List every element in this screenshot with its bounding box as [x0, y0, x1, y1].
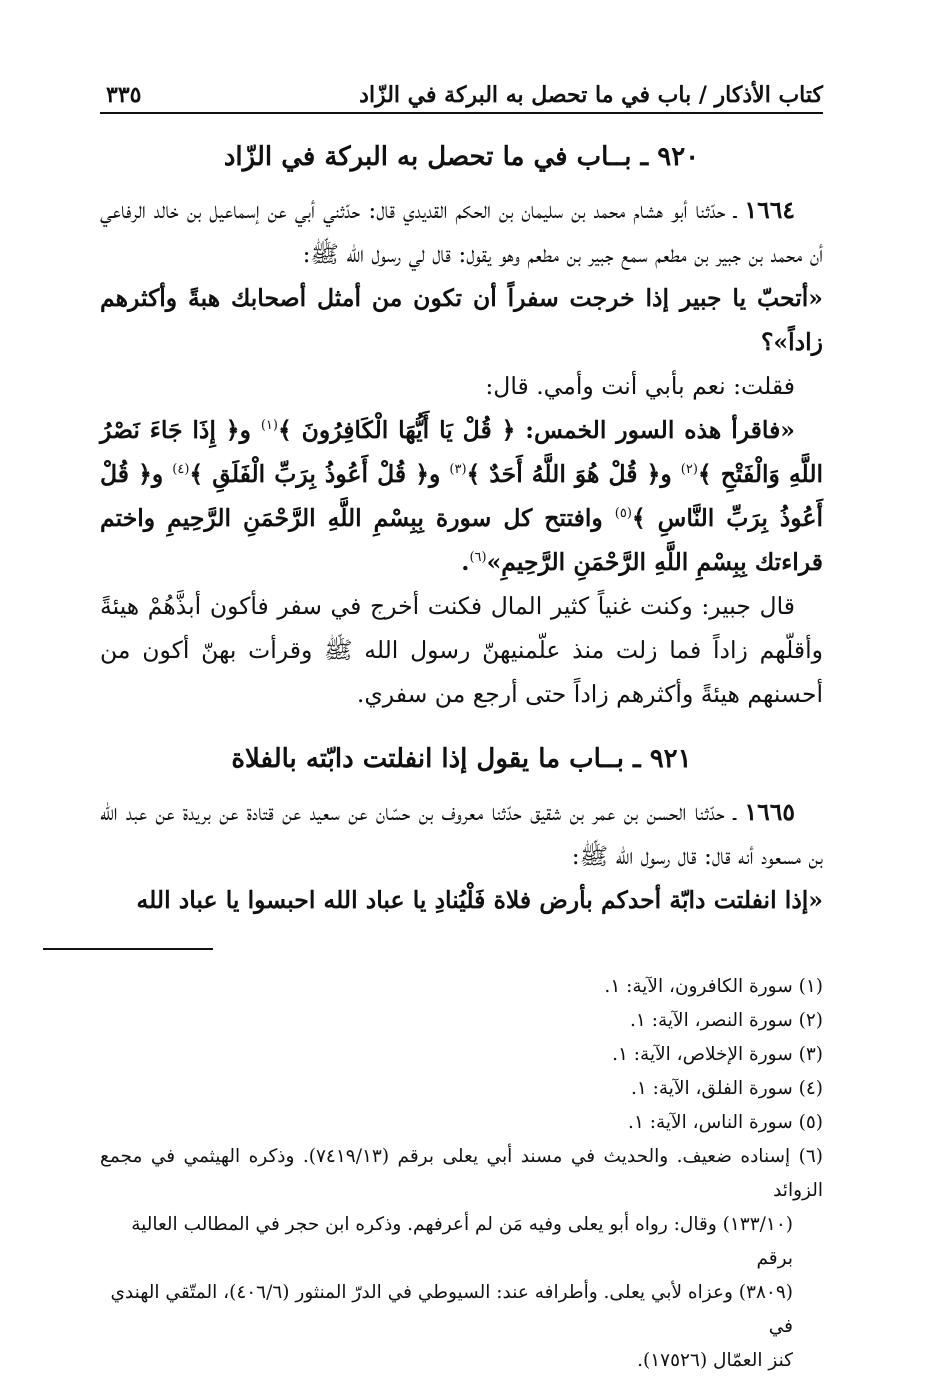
footnote-6-line-3: (٣٨٠٩) وعزاه لأبي يعلى. وأطرافه عند: السيوطي في الدرّ المنثور (٤٠٦/٦)، المتّقي الهندي في [110, 1282, 793, 1337]
chapter-title-920: ٩٢٠ ـ بــاب في ما تحصل به البركة في الزّاد [223, 142, 700, 172]
footnote-ref-6: (٦) [469, 550, 487, 566]
hadith-isnad: ـ حدّثنا أبو هشام محمد بن سليمان بن الحكم القديدي قال: حدّثني أبي عن إسماعيل بن خالد الرفاعي أن محمد بن جبير بن مطعم سمع جبير بن مطعم وهو يقول: قال لي رسول الله ﷺ: [100, 196, 823, 268]
section-920-body [100, 188, 823, 716]
footnote-ref-2: (٢) [680, 462, 698, 478]
quote-part: و﴿ قُلْ أَعُوذُ بِرَبِّ النَّاسِ ﴾ [100, 460, 823, 532]
footnote-3: (٣) سورة الإخلاص، الآية: ١. [612, 1044, 823, 1065]
footnotes [100, 970, 823, 1378]
section-921-body [100, 790, 823, 922]
footnote-6-line-2: (١٣٣/١٠) وقال: رواه أبو يعلى وفيه مَن لم أعرفهم. وذكره ابن حجر في المطالب العالية برقم [131, 1214, 793, 1269]
hadith-number: ١٦٦٤ [744, 196, 795, 224]
quote-end: . [461, 548, 470, 576]
footnote-divider [43, 948, 213, 950]
surah-instruction [100, 408, 823, 584]
quote-part: وافتتح كل سورة بِبِسْمِ اللَّهِ الرَّحْمَنِ الرَّحِيمِ واختم قراءتك بِبِسْمِ اللَّهِ الرَّحْمَنِ الرَّحِيمِ» [100, 504, 823, 576]
running-title: كتاب الأذكار / باب في ما تحصل به البركة في الزّاد [359, 82, 823, 108]
hadith-number: ١٦٦٥ [744, 798, 795, 826]
hadith-quote: «إذا انفلتت دابّة أحدكم بأرض فلاة فَلْيُنادِ يا عباد الله احبسوا يا عباد الله [136, 886, 823, 914]
footnote-ref-4: (٤) [172, 462, 190, 478]
companion-reply: فقلت: نعم بأبي أنت وأمي. قال: [485, 372, 795, 400]
page-number: ٣٣٥ [106, 82, 142, 108]
footnote-2: (٢) سورة النصر، الآية: ١. [630, 1010, 823, 1031]
footnote-4: (٤) سورة الفلق، الآية: ١. [630, 1078, 823, 1099]
hadith-isnad: ـ حدّثنا الحسن بن عمر بن شقيق حدّثنا معروف بن حسّان عن سعيد عن قتادة عن بريدة عن عبد الله بن مسعود أنه قال: قال رسول الله ﷺ: [100, 798, 823, 870]
footnote-6-line-4: كنز العمّال (١٧٥٢٦). [637, 1350, 793, 1371]
quote-part: و﴿ قُلْ هُوَ اللَّهُ أَحَدٌ ﴾ [466, 460, 681, 488]
jubair-statement: قال جبير: وكنت غنياً كثير المال فكنت أخرج في سفر فأكون أبذَّهُمْ هيئةً وأقلّهم زاداً فما زلت منذ علّمنيهنّ رسول الله ﷺ وقرأت بهنّ أكون من أحسنهم هيئةً وأكثرهم زاداً حتى أرجع من سفري. [100, 592, 823, 708]
running-header [100, 72, 823, 114]
footnote-6-line-1: (٦) إسناده ضعيف. والحديث في مسند أبي يعلى برقم (٧٤١٩/١٣). وذكره الهيثمي في مجمع الزوائد [100, 1146, 823, 1201]
quote-part: «فاقرأ هذه السور الخمس: ﴿ قُلْ يَا أَيُّهَا الْكَافِرُونَ ﴾ [277, 416, 795, 444]
quote-part: و﴿ إِذَا جَاءَ نَصْرُ اللَّهِ وَالْفَتْحِ ﴾ [100, 416, 824, 488]
footnote-ref-1: (١) [260, 418, 278, 434]
footnote-ref-5: (٥) [614, 506, 632, 522]
hadith-1664 [100, 188, 823, 276]
hadith-quote: «أتحبّ يا جبير إذا خرجت سفراً أن تكون من أمثل أصحابك هبةً وأكثرهم زاداً»؟ [100, 284, 823, 356]
footnote-ref-3: (٣) [449, 462, 467, 478]
footnote-5: (٥) سورة الناس، الآية: ١. [628, 1112, 823, 1133]
footnote-1: (١) سورة الكافرون، الآية: ١. [604, 976, 823, 997]
chapter-title-921: ٩٢١ ـ بــاب ما يقول إذا انفلتت دابّته بالفلاة [231, 744, 692, 774]
hadith-1665 [100, 790, 823, 878]
quote-part: و﴿ قُلْ أَعُوذُ بِرَبِّ الْفَلَقِ ﴾ [189, 460, 450, 488]
